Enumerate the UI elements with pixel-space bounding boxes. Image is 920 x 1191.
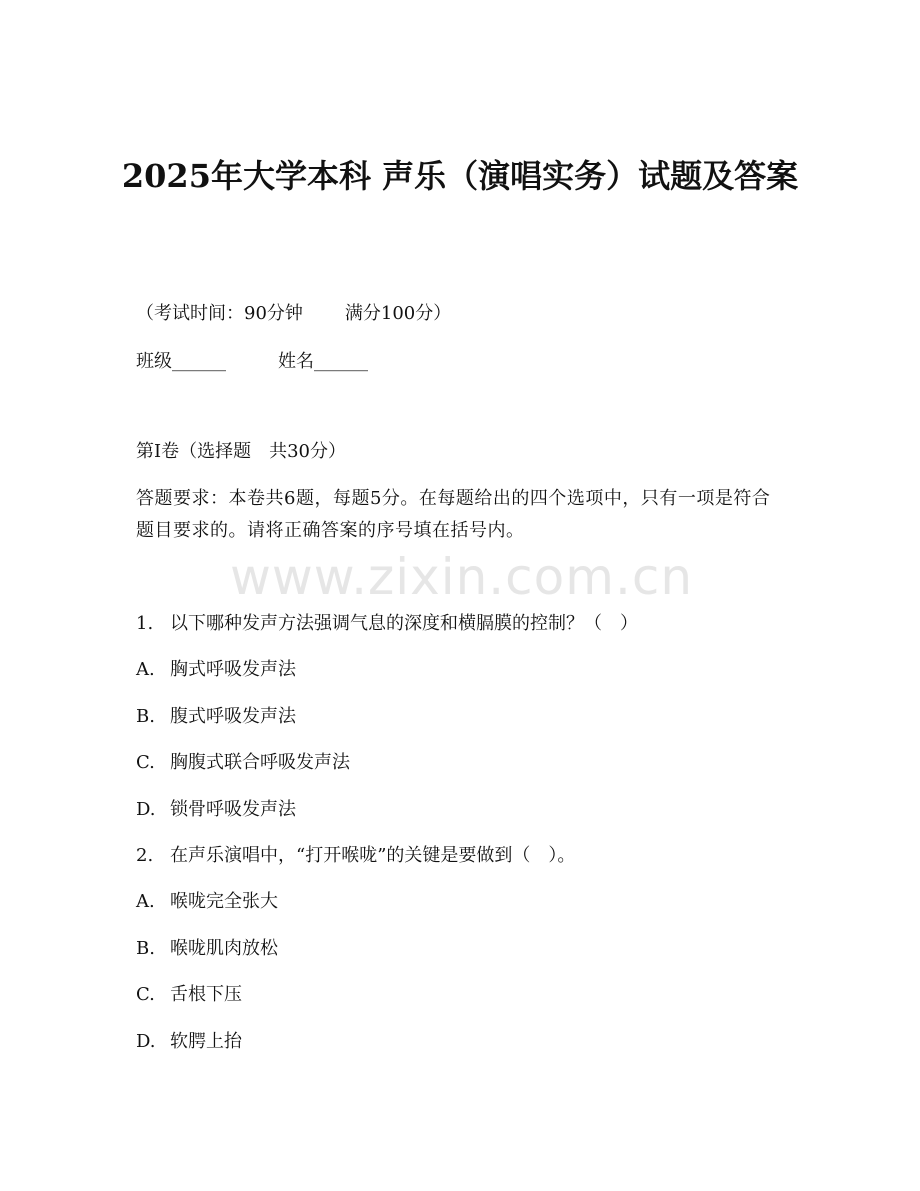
option-2c	[136, 983, 242, 1007]
option-letter: A.	[136, 891, 155, 912]
option-text: 喉咙肌肉放松	[170, 938, 278, 959]
option-text: 锁骨呼吸发声法	[170, 799, 296, 820]
option-1a	[136, 658, 296, 682]
option-letter: C.	[136, 984, 155, 1005]
option-letter: D.	[136, 1031, 156, 1052]
exam-time: （考试时间：90分钟	[136, 303, 303, 324]
exam-score: 满分100分）	[344, 303, 452, 324]
option-letter: D.	[136, 799, 156, 820]
option-1b	[136, 705, 296, 729]
question-text: 在声乐演唱中，“打开喉咙”的关键是要做到（ ）。	[170, 845, 576, 866]
question-text: 以下哪种发声方法强调气息的深度和横膈膜的控制？（ ）	[170, 613, 638, 634]
question-number: 2.	[136, 845, 154, 866]
option-2a	[136, 890, 278, 914]
exam-info	[136, 302, 451, 326]
option-text: 腹式呼吸发声法	[170, 706, 296, 727]
option-text: 舌根下压	[170, 984, 242, 1005]
option-text: 喉咙完全张大	[170, 891, 278, 912]
option-1d	[136, 798, 296, 822]
page-title: 2025年大学本科 声乐（演唱实务）试题及答案	[121, 157, 799, 195]
section-instructions: 答题要求：本卷共6题，每题5分。在每题给出的四个选项中，只有一项是符合题目要求的。请将正确答案的序号填在括号内。	[136, 488, 771, 541]
option-1c	[136, 751, 350, 775]
watermark: www.zixin.com.cn	[230, 548, 694, 606]
option-text: 胸式呼吸发声法	[170, 659, 296, 680]
question-1	[136, 612, 638, 636]
option-letter: A.	[136, 659, 155, 680]
option-text: 胸腹式联合呼吸发声法	[170, 752, 350, 773]
class-field: 班级______	[136, 351, 226, 372]
name-field: 姓名______	[278, 351, 368, 372]
option-2b	[136, 937, 278, 961]
section-title: 第I卷（选择题 共30分）	[136, 441, 347, 462]
question-2	[136, 844, 575, 868]
option-2d	[136, 1030, 242, 1054]
question-number: 1.	[136, 613, 154, 634]
option-letter: B.	[136, 938, 155, 959]
option-letter: C.	[136, 752, 155, 773]
student-fields	[136, 350, 368, 374]
option-text: 软腭上抬	[170, 1031, 242, 1052]
option-letter: B.	[136, 706, 155, 727]
